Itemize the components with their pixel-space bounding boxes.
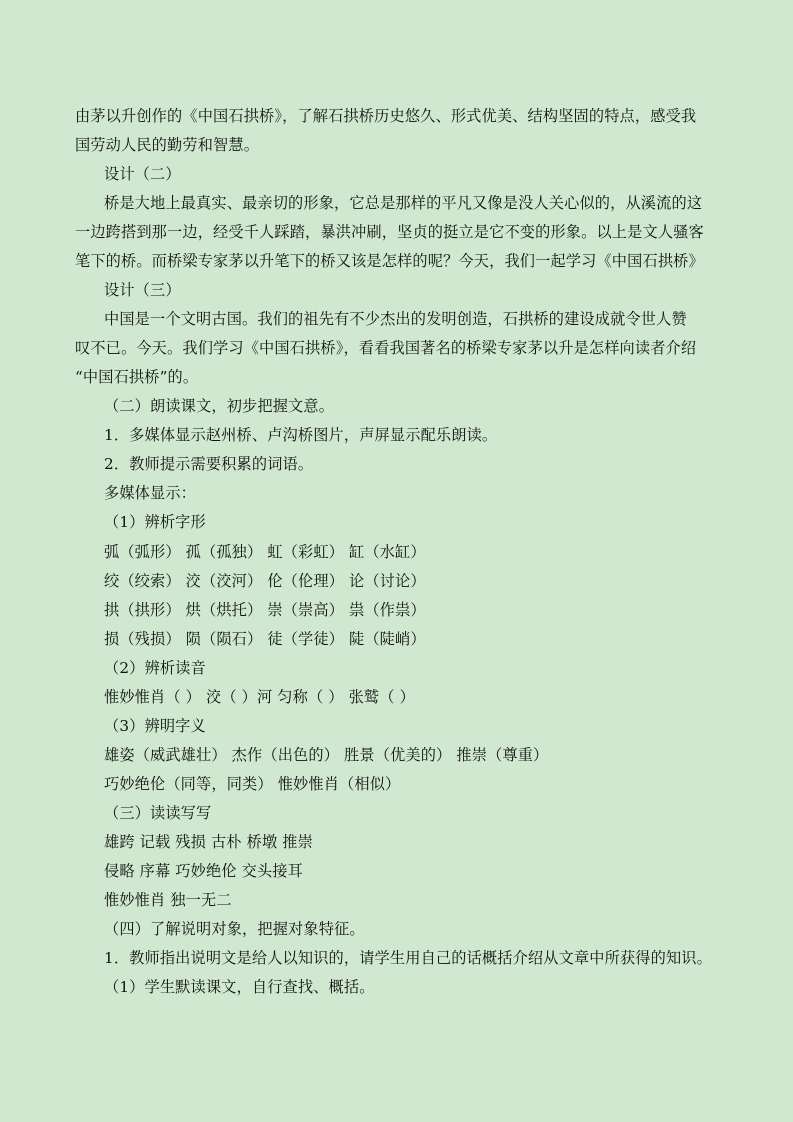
paragraph-line: 国劳动人民的勤劳和智慧。 bbox=[75, 136, 260, 154]
paragraph-line: 一边跨搭到那一边，经受千人踩踏，暴洪冲刷，坚贞的挺立是它不变的形象。以上是文人骚客 bbox=[75, 223, 704, 241]
section-heading: 设计（二） bbox=[104, 165, 181, 183]
section-heading: （二）朗读课文，初步把握文意。 bbox=[104, 397, 335, 415]
word-list-line: 弧（弧形） 孤（孤独） 虹（彩虹） 缸（水缸） bbox=[104, 543, 426, 561]
word-list-line: 损（残损） 陨（陨石） 徒（学徒） 陡（陡峭） bbox=[104, 630, 426, 648]
word-list-line: 拱（拱形） 烘（烘托） 崇（崇高） 祟（作祟） bbox=[104, 601, 426, 619]
list-item: （1）学生默读课文，自行查找、概括。 bbox=[104, 978, 375, 996]
section-heading: 设计（三） bbox=[104, 281, 181, 299]
paragraph-line: 由茅以升创作的《中国石拱桥》，了解石拱桥历史悠久、形式优美、结构坚固的特点，感受我 bbox=[75, 107, 697, 125]
word-list-line: 惟妙惟肖 独一无二 bbox=[104, 891, 232, 909]
paragraph-line: 中国是一个文明古国。我们的祖先有不少杰出的发明创造，石拱桥的建设成就令世人赞 bbox=[104, 310, 687, 328]
paragraph-line: “中国石拱桥”的。 bbox=[75, 368, 199, 386]
list-item: 1．多媒体显示赵州桥、卢沟桥图片，声屏显示配乐朗读。 bbox=[104, 426, 498, 444]
word-list-line: 雄跨 记载 残损 古朴 桥墩 推崇 bbox=[104, 833, 313, 851]
word-list-line: 侵略 序幕 巧妙绝伦 交头接耳 bbox=[104, 862, 303, 880]
section-heading: （四）了解说明对象，把握对象特征。 bbox=[104, 920, 365, 938]
subsection-heading: （1）辨析字形 bbox=[104, 513, 206, 531]
paragraph-line: 叹不已。今天。我们学习《中国石拱桥》，看看我国著名的桥梁专家茅以升是怎样向读者介绍 bbox=[75, 339, 697, 357]
paragraph-line: 笔下的桥。而桥梁专家茅以升笔下的桥又该是怎样的呢？今天，我们一起学习《中国石拱桥》 bbox=[75, 252, 704, 270]
paragraph-line: 桥是大地上最真实、最亲切的形象，它总是那样的平凡又像是没人关心似的，从溪流的这 bbox=[104, 194, 703, 212]
list-item: 2．教师提示需要积累的词语。 bbox=[104, 455, 314, 473]
word-list-line: 惟妙惟肖（ ） 洨（ ）河 匀称（ ） 张鹫（ ） bbox=[104, 688, 415, 706]
subsection-heading: （3）辨明字义 bbox=[104, 717, 206, 735]
word-list-line: 巧妙绝伦（同等，同类） 惟妙惟肖（相似） bbox=[104, 775, 401, 793]
paragraph-line: 多媒体显示： bbox=[104, 484, 197, 502]
subsection-heading: （2）辨析读音 bbox=[104, 659, 206, 677]
section-heading: （三）读读写写 bbox=[104, 804, 212, 822]
list-item: 1．教师指出说明文是给人以知识的，请学生用自己的话概括介绍从文章中所获得的知识。 bbox=[104, 949, 712, 967]
word-list-line: 雄姿（威武雄壮） 杰作（出色的） 胜景（优美的） 推崇（尊重） bbox=[104, 746, 549, 764]
word-list-line: 绞（绞索） 洨（洨河） 伦（伦理） 论（讨论） bbox=[104, 572, 426, 590]
